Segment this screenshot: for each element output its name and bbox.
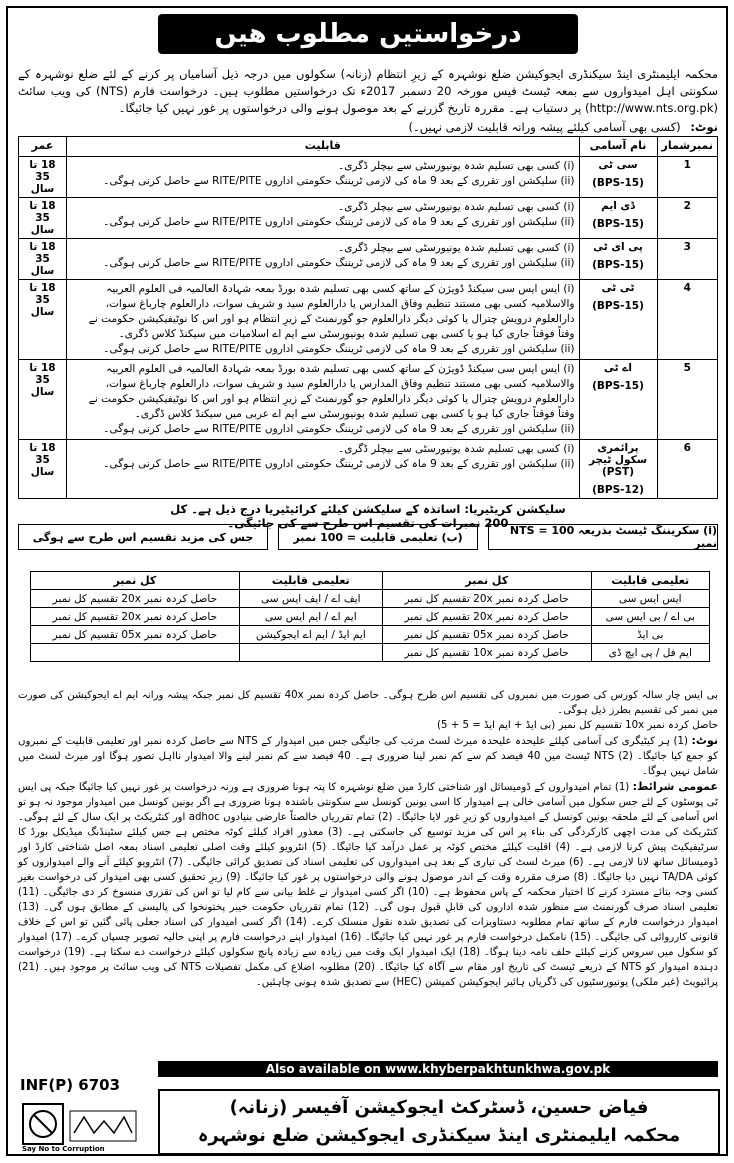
row-age (19, 440, 67, 499)
age-range: 18 تا 35 (29, 362, 56, 386)
marks-header-qualification: تعلیمی قابلیت (591, 572, 709, 590)
row-serial: 3 (657, 239, 718, 280)
post-bps: (BPS-15) (592, 177, 644, 189)
row-age (19, 157, 67, 198)
marks-table-header (31, 572, 710, 590)
table-row (31, 608, 710, 626)
qualification-ii: (ii) سلیکشن اور تقرری کے بعد 9 ماہ کی لازمی ٹریننگ حکومتی اداروں RITE/PITE سے حاصل کرنی ہوگی۔ (103, 423, 575, 435)
table-row (31, 626, 710, 644)
row-qualification (67, 157, 580, 198)
marks-cell: حاصل کردہ نمبر 20x تقسیم کل نمبر (31, 608, 240, 626)
row-qualification (67, 280, 580, 360)
logo-caption: Say No to Corruption (22, 1145, 105, 1153)
row-serial: 5 (657, 360, 718, 440)
header-age: عمر (19, 137, 67, 157)
qualification-i: (i) ایس ایس سی سیکنڈ ڈویژن کے ساتھ کسی بھی تسلیم شدہ بورڈ بمعہ شہادۃ العالمیہ فی العلوم العربیہ والاسلامیہ کسی بھی مستند تنظیم وفاق المدارس یا دارالعلوم سید و شریف سوات، دارالعلوم چارباغ سوات، دارالعلوم درویش چترال یا کوئی دیگر دارالعلوم جو گورنمنٹ کے زیرِ انتظام ہو اور اس کا نوٹیفیکیشن حکومت نے وقتاً فوقتاً جاری کیا ہو یا کسی بھی تسلیم شدہ یونیورسٹی سے ایم اے عربی میں سیکنڈ کلاس ڈگری۔ (88, 363, 575, 420)
qualification-ii: (ii) سلیکشن اور تقرری کے بعد 9 ماہ کی لازمی ٹریننگ حکومتی اداروں RITE/PITE سے حاصل کرنی ہوگی۔ (103, 216, 575, 228)
marks-cell: ایم اے / ایم ایس سی (239, 608, 382, 626)
post-bps: (BPS-15) (592, 380, 644, 392)
bs-course-line: بی ایس چار سالہ کورس کی صورت میں نمبروں کی تقسیم اس طرح ہوگی۔ حاصل کردہ نمبر 40x تقسیم کل نمبر جبکہ پیشہ ورانہ ایم اے ایجوکیشن کی صورت میں نمبر کی تقسیم بطرز ذیل ہوگی۔ (18, 690, 718, 716)
row-serial: 2 (657, 198, 718, 239)
qualification-ii: (ii) سلیکشن اور تقرری کے بعد 9 ماہ کی لازمی ٹریننگ حکومتی اداروں RITE/PITE سے حاصل کرنی ہوگی۔ (103, 257, 575, 269)
marks-cell: حاصل کردہ نمبر 10x تقسیم کل نمبر (382, 644, 591, 662)
marks-cell: بی ایڈ (591, 626, 709, 644)
row-age (19, 239, 67, 280)
qualification-i: (i) کسی بھی تسلیم شدہ یونیورسٹی سے بیچلر ڈگری۔ (338, 201, 575, 213)
row-post-name (579, 239, 657, 280)
anti-corruption-logo (22, 1103, 142, 1155)
page-title: درخواستیں مطلوب ھیں (158, 14, 578, 54)
post-bps: (BPS-15) (592, 300, 644, 312)
age-unit: سال (30, 224, 55, 236)
marks-header-total: کل نمبر (382, 572, 591, 590)
general-conditions-label: عمومی شرائط: (632, 780, 718, 793)
row-qualification (67, 440, 580, 499)
row-post-name (579, 157, 657, 198)
qualification-ii: (ii) سلیکشن اور تقرری کے بعد 9 ماہ کی لازمی ٹریننگ حکومتی اداروں RITE/PITE سے حاصل کرنی ہوگی۔ (103, 343, 575, 355)
marks-cell: ایم ایڈ / ایم اے ایجوکیشن (239, 626, 382, 644)
post-bps: (BPS-12) (592, 484, 644, 496)
table-row (19, 198, 718, 239)
merit-note (18, 733, 718, 779)
merit-note-text: (1) ہر کیٹیگری کی آسامی کیلئے علیحدہ علیحدہ میرٹ لسٹ مرتب کی جائیگی جس میں امیدوار کے NTS سے حاصل کردہ نمبر اور تعلیمی قابلیت کے نمبروں کو جمع کیا جائیگا۔ (2) NTS ٹیسٹ میں 40 فیصد کم سے کم نمبر لینا ضروری ہے۔ 40 فیصد سے کم نمبر لینے والا امیدوار نااہل تصور ہوگا اور میرٹ لسٹ میں شامل نہیں ہوگا۔ (18, 736, 718, 777)
criteria-breakdown: جس کی مزید تقسیم اس طرح سے ہوگی (18, 524, 268, 550)
terms-section (18, 688, 718, 990)
officer-signature-box (158, 1089, 720, 1155)
table-row (31, 644, 710, 662)
qualification-i: (i) کسی بھی تسلیم شدہ یونیورسٹی سے بیچلر ڈگری۔ (338, 242, 575, 254)
age-range: 18 تا 35 (29, 200, 56, 224)
intro-note-label: نوٹ: (690, 120, 718, 134)
marks-cell: ایف اے / ایف ایس سی (239, 590, 382, 608)
header-post-name: نام آسامی (579, 137, 657, 157)
age-range: 18 تا 35 (29, 282, 56, 306)
post-name-text: پی ای ٹی (593, 241, 643, 253)
table-row (19, 440, 718, 499)
marks-cell: حاصل کردہ نمبر 20x تقسیم کل نمبر (382, 590, 591, 608)
qualification-ii: (ii) سلیکشن اور تقرری کے بعد 9 ماہ کی لازمی ٹریننگ حکومتی اداروں RITE/PITE سے حاصل کرنی ہوگی۔ (103, 175, 575, 187)
criteria-row (18, 524, 718, 550)
row-post-name (579, 280, 657, 360)
age-unit: سال (30, 183, 55, 195)
marks-cell: حاصل کردہ نمبر 20x تقسیم کل نمبر (31, 590, 240, 608)
post-name-text: پرائمری سکول ٹیچر (PST) (588, 442, 648, 478)
row-age (19, 280, 67, 360)
criteria-education: (ب) تعلیمی قابلیت = 100 نمبر (278, 524, 478, 550)
row-serial: 4 (657, 280, 718, 360)
row-qualification (67, 360, 580, 440)
table-row (19, 280, 718, 360)
posts-table (18, 136, 718, 499)
criteria-nts-test: (i) سکریننگ ٹیسٹ بذریعہ NTS = 100 نمبر (488, 524, 718, 550)
posts-table-header (19, 137, 718, 157)
header-qualification: قابلیت (67, 137, 580, 157)
marks-header-total-2: کل نمبر (31, 572, 240, 590)
officer-name: فیاض حسین، ڈسٹرکٹ ایجوکیشن آفیسر (زنانہ) (229, 1097, 649, 1118)
qualification-i: (i) کسی بھی تسلیم شدہ یونیورسٹی سے بیچلر ڈگری۔ (338, 443, 575, 455)
intro-note (268, 120, 718, 134)
post-name-text: ٹی ٹی (601, 282, 635, 294)
age-range: 18 تا 35 (29, 241, 56, 265)
age-range: 18 تا 35 (29, 442, 56, 466)
age-unit: سال (30, 466, 55, 478)
marks-cell (31, 644, 240, 662)
general-conditions (18, 779, 718, 990)
intro-text: محکمہ ایلیمنٹری اینڈ سیکنڈری ایجوکیشن ضلع نوشہرہ کے زیرِ انتظام (زنانہ) سکولوں میں درجہ ذیل آسامیاں پر کرنے کے لئے ضلع نوشہرہ کے سکونتی اہل امیدواروں سے بمعہ ٹیسٹ فیس مورخہ 20 دسمبر 2017ء تک درخواستیں مطلوب ہیں۔ درخواست فارم (NTS) کی ویب سائٹ (http://www.nts.org.pk) پر دستیاب ہے۔ مقررہ تاریخ گزرنے کے بعد موصول ہونے والی درخواستوں پر غور نہیں کیا جائیگا۔ (18, 67, 718, 115)
education-line: حاصل کردہ نمبر 10x تقسیم کل نمبر (بی ایڈ + ایم ایڈ = 5 + 5) (436, 720, 718, 731)
marks-cell: ایم فل / پی ایچ ڈی (591, 644, 709, 662)
qualification-i: (i) کسی بھی تسلیم شدہ یونیورسٹی سے بیچلر ڈگری۔ (338, 160, 575, 172)
selection-heading: سلیکشن کریٹیریا: اساتذہ کے سلیکشن کیلئے کرائیٹیریا درج ذیل ہے۔ کل 200 نمبرات کی تقسیم اس طرح سے کی جائیگی۔ (170, 502, 566, 530)
row-post-name (579, 360, 657, 440)
row-age (19, 198, 67, 239)
marks-cell: حاصل کردہ نمبر 05x تقسیم کل نمبر (382, 626, 591, 644)
table-row (31, 590, 710, 608)
age-unit: سال (30, 386, 55, 398)
marks-table (30, 571, 710, 662)
marks-cell (239, 644, 382, 662)
marks-header-qualification-2: تعلیمی قابلیت (239, 572, 382, 590)
table-row (19, 239, 718, 280)
qualification-ii: (ii) سلیکشن اور تقرری کے بعد 9 ماہ کی لازمی ٹریننگ حکومتی اداروں RITE/PITE سے حاصل کرنی ہوگی۔ (103, 458, 575, 470)
post-name-text: سی ٹی (598, 159, 638, 171)
row-serial: 1 (657, 157, 718, 198)
marks-cell: حاصل کردہ نمبر 20x تقسیم کل نمبر (382, 608, 591, 626)
merit-note-label: نوٹ: (691, 734, 718, 747)
advertisement-page (6, 6, 728, 1156)
age-range: 18 تا 35 (29, 159, 56, 183)
marks-cell: حاصل کردہ نمبر 05x تقسیم کل نمبر (31, 626, 240, 644)
age-unit: سال (30, 265, 55, 277)
row-post-name (579, 440, 657, 499)
table-row (19, 360, 718, 440)
row-qualification (67, 239, 580, 280)
post-bps: (BPS-15) (592, 259, 644, 271)
row-qualification (67, 198, 580, 239)
table-row (19, 157, 718, 198)
inf-number: INF(P) 6703 (20, 1076, 121, 1094)
row-age (19, 360, 67, 440)
website-banner: Also available on www.khyberpakhtunkhwa.gov.pk (158, 1061, 718, 1077)
qualification-i: (i) ایس ایس سی سیکنڈ ڈویژن کے ساتھ کسی بھی تسلیم شدہ بورڈ بمعہ شہادۃ العالمیہ فی العلوم العربیہ والاسلامیہ کسی بھی مستند تنظیم وفاق المدارس یا دارالعلوم سید و شریف سوات، دارالعلوم چارباغ سوات، دارالعلوم درویش چترال یا کوئی دیگر دارالعلوم جو گورنمنٹ کے زیرِ انتظام ہو اور اس کا نوٹیفیکیشن حکومت نے وقتاً فوقتاً جاری کیا ہو یا کسی بھی تسلیم شدہ یونیورسٹی سے ایم اے اسلامیات میں سیکنڈ کلاس ڈگری۔ (88, 283, 575, 340)
intro-note-text: (کسی بھی آسامی کیلئے پیشہ ورانہ قابلیت لازمی نہیں۔) (408, 120, 681, 134)
post-bps: (BPS-15) (592, 218, 644, 230)
department-name: محکمہ ایلیمنٹری اینڈ سیکنڈری ایجوکیشن ضلع نوشہرہ (197, 1125, 681, 1146)
header-serial: نمبرشمار (657, 137, 718, 157)
row-serial: 6 (657, 440, 718, 499)
post-name-text: ڈی ایم (601, 200, 635, 212)
marks-cell: ایس ایس سی (591, 590, 709, 608)
row-post-name (579, 198, 657, 239)
age-unit: سال (30, 306, 55, 318)
post-name-text: اے ٹی (604, 362, 632, 374)
marks-cell: بی اے / بی ایس سی (591, 608, 709, 626)
general-conditions-text: (1) تمام امیدواروں کے ڈومیسائل اور شناختی کارڈ میں ضلع نوشہرہ کا پتہ ہونا ضروری ہے ورنہ درخواست پر غور نہیں کیا جائیگا جبکہ پی ایس ٹی پوسٹوں کے لئے جس سکول میں آسامی خالی ہے امیدوار کا اسی یونین کونسل سے سکونتی باشندہ ہونا ضروری ہے اگر یونین کونسل میں امیدوار موجود نہ ہو تو اس آسامی کے لئے ملحقہ یونین کونسل کے امیدواروں کو زیرِ غور لایا جائیگا۔ (2) تمام تقرریاں خالصتاً عارضی بنیادوں adhoc اور کنٹریکٹ پر ایک سال کے لئے ہوگی۔ کنٹریکٹ کی مدت اچھی کارکردگی کی بناء پر اس کی مزید توسیع کی جاسکتی ہے۔ (3) معذور افراد کیلئے کوٹہ مختص ہے جس کیلئے سٹینڈنگ میڈیکل بورڈ کا سرٹیفیکیٹ پیش کرنا لازمی ہے۔ (4) اقلیت کیلئے مختص کوٹہ پر عمل درآمد کیا جائیگا۔ (5) انٹرویو کیلئے وقت اصلی تعلیمی اسناد بمعہ اصل شناختی کارڈ اور ڈومیسائل ساتھ لانا لازمی ہے۔ (6) میرٹ لسٹ کی تیاری کے بعد ہی امیدواروں کی تعلیمی اسناد کی تصدیق کرائی جائیگی۔ (7) انٹرویو کیلئے آنے والے امیدواروں کو کوئی TA/DA نہیں دیا جائیگا۔ (8) صرف مقررہ وقت کے اندر موصول ہونے والی درخواستوں پر غور کیا جائیگا۔ (9) زیرِ تحقیق کسی بھی امیدوار کی درخواست بغیر کسی وجہ بتائے مسترد کرنے کا اختیار محکمہ کے پاس محفوظ ہے۔ (10) اگر کسی امیدوار نے غلط بیانی سے کام لیا تو اس کی تقرری منسوخ کر دی جائیگی۔ (11) تعلیمی اسناد صرف گورنمنٹ سے منظور شدہ اداروں کی قابلِ قبول ہوں گی۔ (12) تمام تقرریاں حکومت خیبر پختونخوا کی پالیسی کے مطابق ہوں گی۔ (13) امیدوار درخواست فارم کے ساتھ تمام مطلوبہ دستاویزات کی تصدیق شدہ نقول منسلک کرے۔ (14) اگر کسی امیدوار کی اسناد جعلی پائی گئیں تو اس کے خلاف قانونی کارروائی کی جائیگی۔ (15) نامکمل درخواست فارم پر غور نہیں کیا جائیگا۔ (16) امیدوار اپنے درخواست فارم پر اپنی حالیہ تصویر چسپاں کرے۔ (17) امیدوار کو سکول میں سروس کرنے کیلئے حلف نامہ دینا ہوگا۔ (18) ایک امیدوار ایک وقت میں زیادہ سے زیادہ پانچ سکولوں کیلئے درخواست دے سکتا ہے۔ (19) درخواست دہندہ امیدوار کو NTS کے ذریعے ٹیسٹ کی تاریخ اور مقام سے آگاہ کیا جائیگا۔ (20) مطلوبہ اضلاع کی مکمل تفصیلات NTS کی ویب سائٹ پر موجود ہیں۔ (21) پرائیویٹ (غیر ملکی) یونیورسٹیوں کی ڈگریاں ہائیر ایجوکیشن کمیشن (HEC) سے تصدیق شدہ ہونی چاہئیں۔ (18, 782, 719, 988)
